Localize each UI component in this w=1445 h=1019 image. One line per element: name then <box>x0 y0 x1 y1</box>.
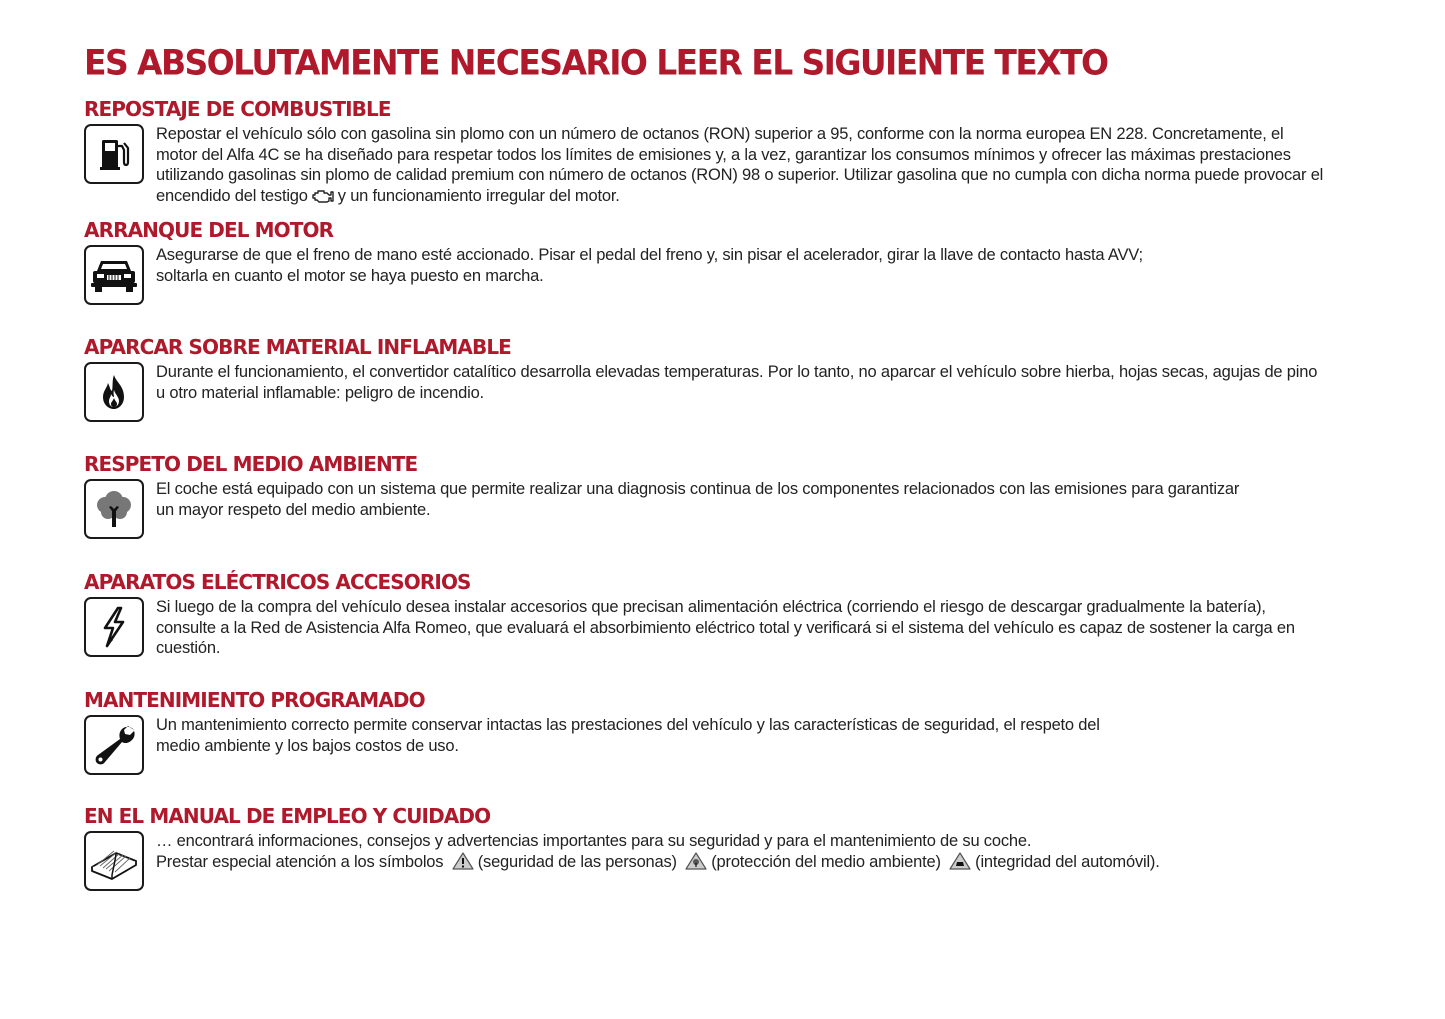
section-environment <box>84 452 1334 539</box>
section-manual <box>84 804 1334 891</box>
section-text-line: soltarla en cuanto el motor se haya puesto en marcha. <box>156 266 544 285</box>
section-title: APARATOS ELÉCTRICOS ACCESORIOS <box>84 570 471 594</box>
section-title: APARCAR SOBRE MATERIAL INFLAMABLE <box>84 335 511 359</box>
symbol-label-environment: (protección del medio ambiente) <box>711 852 941 871</box>
section-text: Si luego de la compra del vehículo desea instalar accesorios que precisan alimentación eléctrica (corriendo el riesgo de descargar gradualmente la batería), consulte a la Red de Asistencia Alfa Romeo, que evaluará el absorbimiento eléctrico total y verificará si el sistema del vehículo es capaz de sostener la carga en cuestión. <box>156 598 1295 658</box>
page-title: ES ABSOLUTAMENTE NECESARIO LEER EL SIGUIENTE TEXTO <box>84 42 1108 84</box>
section-maintenance <box>84 688 1334 775</box>
page <box>84 40 1334 871</box>
section-electrical <box>84 570 1334 659</box>
section-title: MANTENIMIENTO PROGRAMADO <box>84 688 425 712</box>
warning-triangle-icon <box>452 852 474 876</box>
tree-icon <box>84 479 144 539</box>
section-text-line: El coche está equipado con un sistema que permite realizar una diagnosis continua de los componentes relacionados con las emisiones para garantizar <box>156 480 1240 498</box>
fuel-pump-icon <box>84 124 144 184</box>
section-text: Repostar el vehículo sólo con gasolina sin plomo con un número de octanos (RON) superior a 95, conforme con la norma europea EN 228. Concretamente, el motor del Alfa 4C se ha diseñado para respetar todos los límites de emisiones y, a la vez, garantizar los consumos mínimos y ofrecer las máximas prestaciones utilizando gasolinas sin plomo de calidad premium con número de octanos (RON) 98 o superior. Utilizar gasolina que no cumpla con dicha norma puede provocar el encendido del testigo <box>156 125 1324 206</box>
section-flammable <box>84 335 1334 422</box>
section-text-line: un mayor respeto del medio ambiente. <box>156 500 431 519</box>
section-text-line: … encontrará informaciones, consejos y advertencias importantes para su seguridad y para el mantenimiento de su coche. <box>156 832 1032 850</box>
section-text-line: medio ambiente y los bajos costos de uso. <box>156 736 459 755</box>
section-title: ARRANQUE DEL MOTOR <box>84 218 334 242</box>
section-engine-start <box>84 218 1334 305</box>
section-text: Durante el funcionamiento, el convertidor catalítico desarrolla elevadas temperaturas. Por lo tanto, no aparcar el vehículo sobre hierba, hojas secas, agujas de pino u otro material inflamable: peligro de incendio. <box>156 363 1318 402</box>
section-fuel <box>84 97 1334 210</box>
symbol-label-vehicle: (integridad del automóvil). <box>975 852 1160 871</box>
section-title: RESPETO DEL MEDIO AMBIENTE <box>84 452 418 476</box>
section-text-line: Asegurarse de que el freno de mano esté accionado. Pisar el pedal del freno y, sin pisar el acelerador, girar la llave de contacto hasta AVV; <box>156 246 1143 264</box>
open-book-icon <box>84 831 144 891</box>
engine-warning-icon <box>312 189 334 210</box>
section-text-line: Prestar especial atención a los símbolos <box>156 852 444 871</box>
wrench-icon <box>84 715 144 775</box>
car-triangle-icon <box>949 852 971 876</box>
section-text-line: Un mantenimiento correcto permite conservar intactas las prestaciones del vehículo y las características de seguridad, el respeto del <box>156 716 1100 734</box>
section-text-end: y un funcionamiento irregular del motor. <box>337 187 620 206</box>
car-front-icon <box>84 245 144 305</box>
lightning-icon <box>84 597 144 657</box>
environment-triangle-icon <box>685 852 707 876</box>
section-title: REPOSTAJE DE COMBUSTIBLE <box>84 97 391 121</box>
flame-icon <box>84 362 144 422</box>
section-title: EN EL MANUAL DE EMPLEO Y CUIDADO <box>84 804 491 828</box>
symbol-label-safety: (seguridad de las personas) <box>477 852 677 871</box>
